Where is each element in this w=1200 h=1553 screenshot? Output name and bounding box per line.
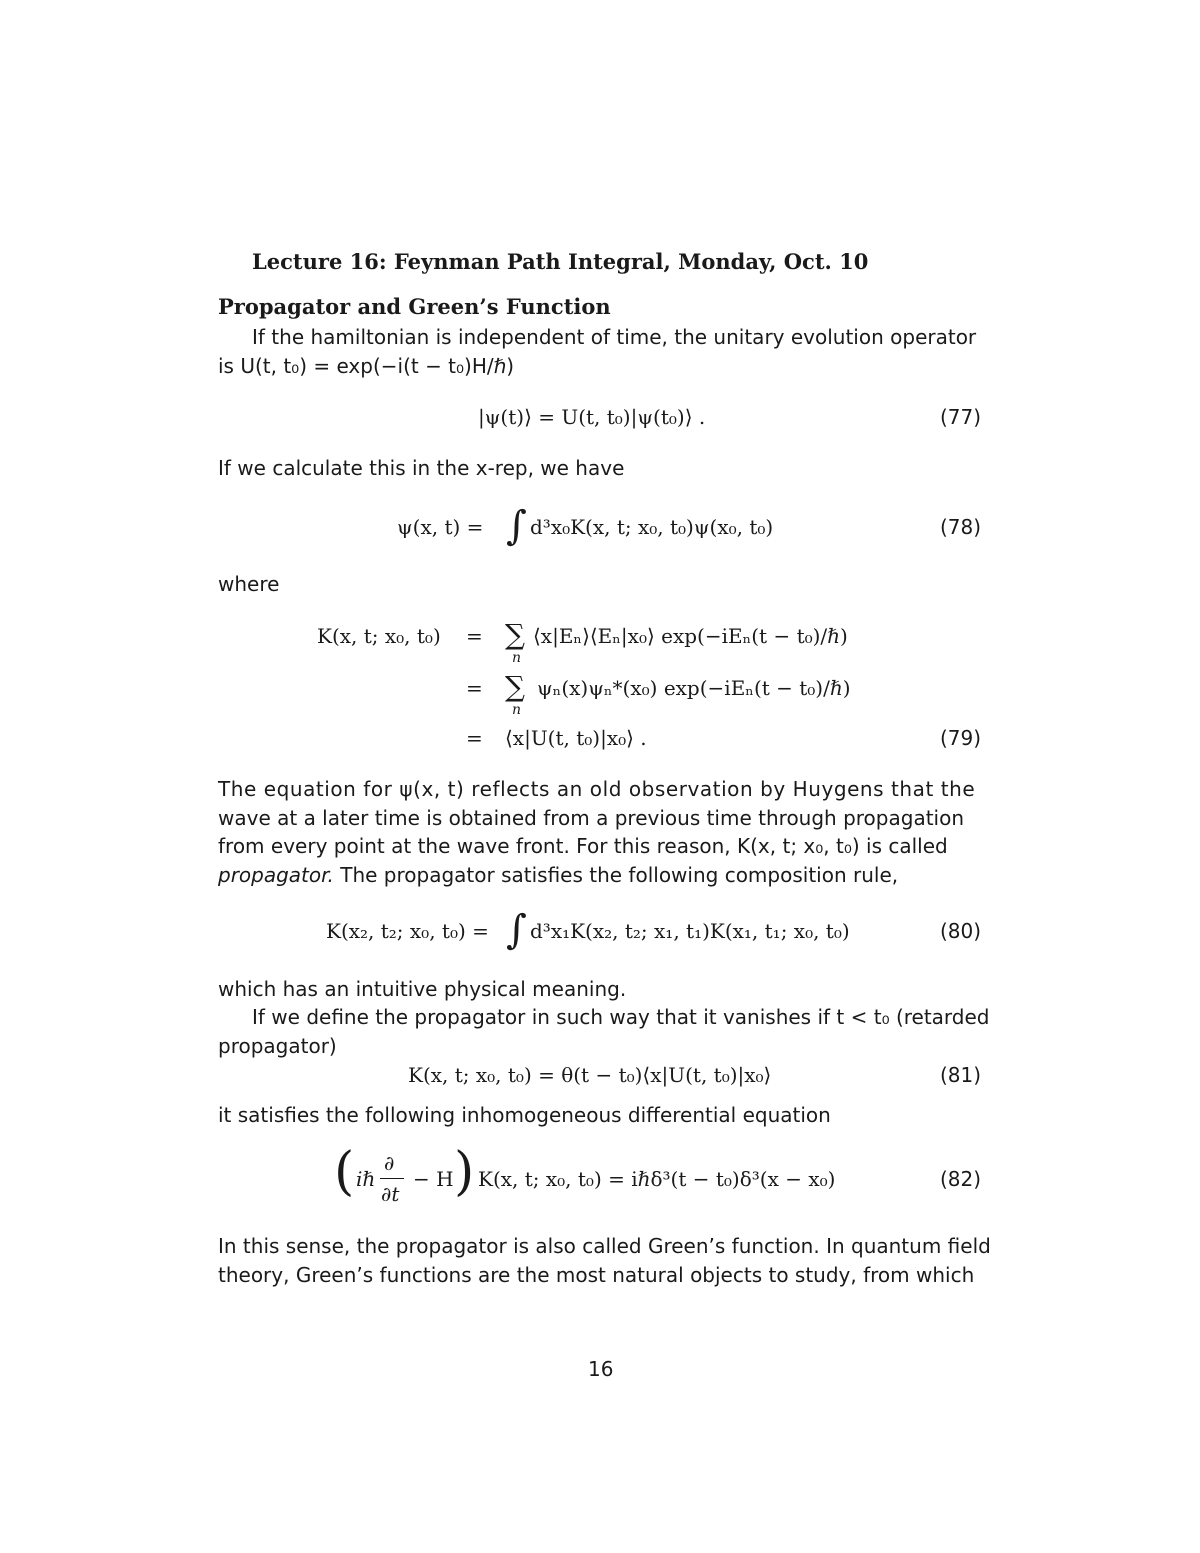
summation-sign: ∑ <box>505 670 525 703</box>
right-paren: ) <box>454 1142 475 1202</box>
page-number: 16 <box>588 1357 614 1381</box>
equals-sign: = <box>466 726 483 750</box>
paragraph-line: theory, Green’s functions are the most natural objects to study, from which <box>218 1263 975 1287</box>
equation-number: (80) <box>940 919 982 943</box>
equation-79-lhs: K(x, t; x₀, t₀) <box>317 624 441 648</box>
fraction-bar <box>380 1178 404 1179</box>
paragraph-line: If we calculate this in the x-rep, we have <box>218 456 625 480</box>
lecture-title: Lecture 16: Feynman Path Integral, Monday, Oct. 10 <box>252 249 869 274</box>
section-heading: Propagator and Green’s Function <box>218 294 611 319</box>
emphasis-term: propagator. <box>218 863 334 887</box>
equation-80-lhs: K(x₂, t₂; x₀, t₀) = <box>326 919 489 943</box>
equation-82-rhs: K(x, t; x₀, t₀) = iℏδ³(t − t₀)δ³(x − x₀) <box>478 1167 836 1191</box>
equation-79-row2: ψₙ(x)ψₙ*(x₀) exp(−iEₙ(t − t₀)/ℏ) <box>537 676 851 700</box>
equals-sign: = <box>466 624 483 648</box>
paragraph-line: which has an intuitive physical meaning. <box>218 977 627 1001</box>
paragraph-line: If we define the propagator in such way that it vanishes if t < t₀ (retarded <box>252 1005 990 1029</box>
left-paren: ( <box>334 1142 355 1202</box>
equation-78-lhs: ψ(x, t) = <box>397 515 484 539</box>
equation-82-ih: iℏ <box>356 1167 376 1191</box>
paragraph-line: is U(t, t₀) = exp(−i(t − t₀)H/ℏ) <box>218 354 515 378</box>
equals-sign: = <box>466 676 483 700</box>
equation-80-rhs: d³x₁K(x₂, t₂; x₁, t₁)K(x₁, t₁; x₀, t₀) <box>530 919 850 943</box>
equation-77: |ψ(t)⟩ = U(t, t₀)|ψ(t₀)⟩ . <box>478 405 706 429</box>
fraction-numerator: ∂ <box>384 1151 395 1175</box>
paragraph-line: If the hamiltonian is independent of time, the unitary evolution operator <box>252 325 977 349</box>
paragraph-line: wave at a later time is obtained from a previous time through propagation <box>218 806 965 830</box>
equation-78-rhs: d³x₀K(x, t; x₀, t₀)ψ(x₀, t₀) <box>530 515 774 539</box>
paragraph-line: it satisfies the following inhomogeneous differential equation <box>218 1103 831 1127</box>
equation-number: (78) <box>940 515 982 539</box>
equation-number: (81) <box>940 1063 982 1087</box>
paragraph-line: In this sense, the propagator is also called Green’s function. In quantum field <box>218 1234 991 1258</box>
integral-sign: ∫ <box>506 907 527 953</box>
paragraph-text: The propagator satisfies the following composition rule, <box>333 863 899 887</box>
equation-79-row1: ⟨x|Eₙ⟩⟨Eₙ|x₀⟩ exp(−iEₙ(t − t₀)/ℏ) <box>533 624 848 648</box>
paragraph-line: from every point at the wave front. For this reason, K(x, t; x₀, t₀) is called <box>218 834 948 858</box>
integral-sign: ∫ <box>506 503 527 549</box>
equation-number: (82) <box>940 1167 982 1191</box>
equation-79-row3: ⟨x|U(t, t₀)|x₀⟩ . <box>505 726 647 750</box>
fraction-denominator: ∂t <box>381 1182 400 1206</box>
paragraph-line: The equation for ψ(x, t) reflects an old observation by Huygens that the <box>218 777 976 801</box>
paragraph-line: propagator) <box>218 1034 337 1058</box>
equation-81: K(x, t; x₀, t₀) = θ(t − t₀)⟨x|U(t, t₀)|x₀⟩ <box>408 1063 772 1087</box>
equation-number: (77) <box>940 405 982 429</box>
paragraph-line: where <box>218 572 280 596</box>
paragraph-line <box>218 863 898 887</box>
equation-82-minus-h: − H <box>413 1167 454 1191</box>
summation-index: n <box>512 650 522 666</box>
summation-sign: ∑ <box>505 618 525 651</box>
summation-index: n <box>512 702 522 718</box>
equation-number: (79) <box>940 726 982 750</box>
